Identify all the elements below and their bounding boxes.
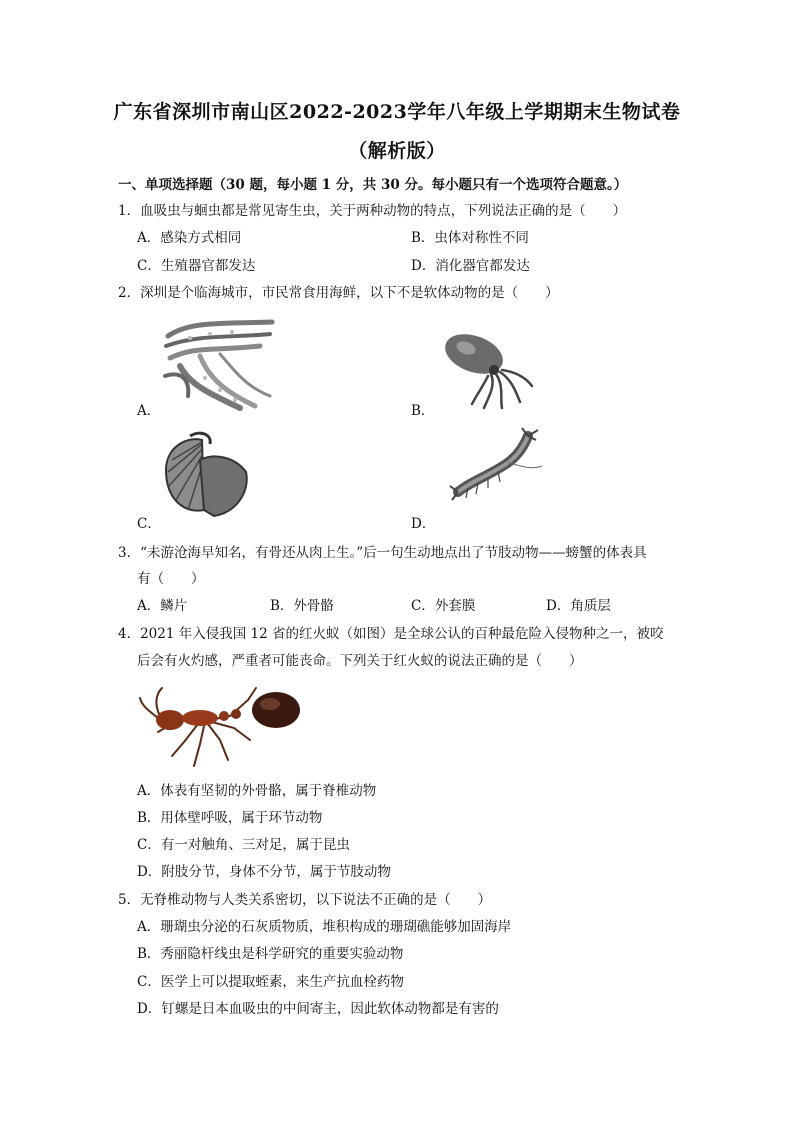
question-5-option-a: A．珊瑚虫分泌的石灰质物质，堆积构成的珊瑚礁能够加固海岸 [137, 919, 512, 935]
squid-image [436, 326, 536, 412]
exam-subtitle: （解析版） [348, 140, 446, 162]
question-1-option-b: B．虫体对称性不同 [411, 230, 529, 246]
question-3-stem-line2: 有（ ） [137, 571, 205, 587]
question-5-option-c: C．医学上可以提取蛭素，来生产抗血栓药物 [137, 974, 404, 990]
question-5-stem: 5．无脊椎动物与人类关系密切，以下说法不正确的是（ ） [118, 892, 492, 908]
question-3-option-a: A．鳞片 [137, 598, 188, 614]
question-4-option-b: B．用体壁呼吸，属于环节动物 [137, 810, 323, 826]
question-3-option-c: C．外套膜 [411, 598, 476, 614]
question-1-option-c: C．生殖器官都发达 [137, 258, 256, 274]
exam-title: 广东省深圳市南山区2022-2023学年八年级上学期期末生物试卷 [113, 101, 681, 123]
question-2-option-b: B． [411, 403, 435, 419]
question-4-stem-line2: 后会有火灼感，严重者可能丧命。下列关于红火蚁的说法正确的是（ ） [137, 653, 583, 669]
question-4-stem-line1: 4．2021 年入侵我国 12 省的红火蚁（如图）是全球公认的百种最危险入侵物种之一，被咬 [118, 626, 664, 642]
question-2-option-c: C． [137, 516, 161, 532]
question-2-option-d: D． [411, 516, 436, 532]
octopus-tentacles-image [160, 316, 278, 412]
question-5-option-d: D．钉螺是日本血吸虫的中间寄主，因此软体动物都是有害的 [137, 1001, 499, 1017]
question-4-option-c: C．有一对触角、三对足，属于昆虫 [137, 837, 350, 853]
question-3-option-b: B．外骨骼 [270, 598, 334, 614]
fire-ant-image [138, 680, 316, 770]
question-2-option-a: A． [137, 403, 161, 419]
shrimp-image [448, 426, 544, 502]
question-3-stem-line1: 3．“未游沧海早知名，有骨还从肉上生。”后一句生动地点出了节肢动物——螃蟹的体表具 [118, 545, 647, 561]
question-1-option-a: A．感染方式相同 [137, 230, 242, 246]
question-2-stem: 2．深圳是个临海城市，市民常食用海鲜，以下不是软体动物的是（ ） [118, 285, 559, 301]
question-4-option-a: A．体表有坚韧的外骨骼，属于脊椎动物 [137, 783, 377, 799]
question-1-option-d: D．消化器官都发达 [411, 258, 530, 274]
section-heading: 一、单项选择题（30 题，每小题 1 分，共 30 分。每小题只有一个选项符合题意。） [118, 177, 628, 193]
question-1-stem: 1．血吸虫与蛔虫都是常见寄生虫，关于两种动物的特点，下列说法正确的是（ ） [118, 203, 627, 219]
question-5-option-b: B．秀丽隐杆线虫是科学研究的重要实验动物 [137, 946, 404, 962]
scallop-image [160, 430, 252, 522]
question-3-option-d: D．角质层 [546, 598, 611, 614]
question-4-option-d: D．附肢分节，身体不分节，属于节肢动物 [137, 864, 391, 880]
